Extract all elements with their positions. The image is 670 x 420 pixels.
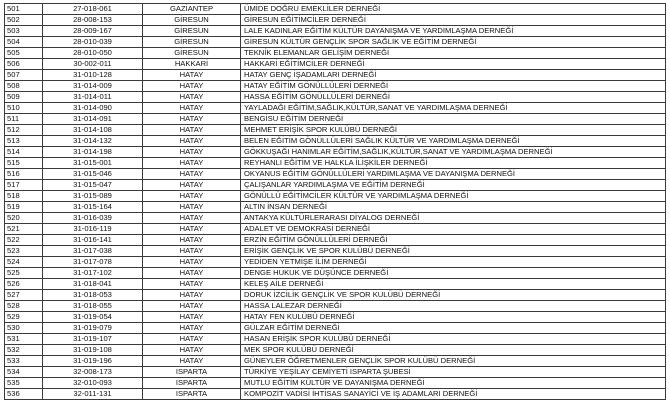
registry-code-cell: 31-015-001 bbox=[43, 158, 143, 169]
row-number-cell: 530 bbox=[5, 323, 43, 334]
registry-code-cell: 31-014-009 bbox=[43, 81, 143, 92]
row-number-cell: 501 bbox=[5, 4, 43, 15]
row-number-cell: 522 bbox=[5, 235, 43, 246]
registry-code-cell: 31-014-011 bbox=[43, 92, 143, 103]
association-name-cell: MEK SPOR KULÜBÜ DERNEĞİ bbox=[241, 345, 666, 356]
association-name-cell: ERZİN EĞİTİM GÖNÜLLÜLERİ DERNEĞİ bbox=[241, 235, 666, 246]
row-number-cell: 526 bbox=[5, 279, 43, 290]
registry-code-cell: 31-015-047 bbox=[43, 180, 143, 191]
association-name-cell: KELEŞ AİLE DERNEĞİ bbox=[241, 279, 666, 290]
table-row bbox=[5, 147, 666, 158]
association-name-cell: GÜNEYLER ÖĞRETMENLER GENÇLİK SPOR KULÜBÜ DERNEĞİ bbox=[241, 356, 666, 367]
table-row bbox=[5, 356, 666, 367]
registry-code-cell: 31-019-079 bbox=[43, 323, 143, 334]
row-number-cell: 507 bbox=[5, 70, 43, 81]
association-name-cell: DENGE HUKUK VE DÜŞÜNCE DERNEĞİ bbox=[241, 268, 666, 279]
city-cell: ISPARTA bbox=[143, 378, 241, 389]
row-number-cell: 524 bbox=[5, 257, 43, 268]
row-number-cell: 512 bbox=[5, 125, 43, 136]
table-row bbox=[5, 180, 666, 191]
city-cell: GAZİANTEP bbox=[143, 4, 241, 15]
registry-code-cell: 31-016-039 bbox=[43, 213, 143, 224]
registry-code-cell: 31-019-108 bbox=[43, 345, 143, 356]
row-number-cell: 532 bbox=[5, 345, 43, 356]
registry-code-cell: 31-015-089 bbox=[43, 191, 143, 202]
row-number-cell: 531 bbox=[5, 334, 43, 345]
table-row bbox=[5, 257, 666, 268]
city-cell: HATAY bbox=[143, 235, 241, 246]
association-name-cell: MEHMET ERİŞİK SPOR KULÜBÜ DERNEĞİ bbox=[241, 125, 666, 136]
table-row bbox=[5, 191, 666, 202]
association-name-cell: HAKKARİ EĞİTİMCİLER DERNEĞİ bbox=[241, 59, 666, 70]
association-name-cell: LALE KADINLAR EĞİTİM KÜLTÜR DAYANIŞMA VE YARDIMLAŞMA DERNEĞİ bbox=[241, 26, 666, 37]
city-cell: HATAY bbox=[143, 268, 241, 279]
table-row bbox=[5, 213, 666, 224]
city-cell: GİRESUN bbox=[143, 48, 241, 59]
row-number-cell: 518 bbox=[5, 191, 43, 202]
association-name-cell: ERİŞİK GENÇLİK VE SPOR KULÜBÜ DERNEĞİ bbox=[241, 246, 666, 257]
table-row bbox=[5, 114, 666, 125]
registry-code-cell: 31-015-164 bbox=[43, 202, 143, 213]
table-row bbox=[5, 301, 666, 312]
row-number-cell: 516 bbox=[5, 169, 43, 180]
city-cell: HATAY bbox=[143, 169, 241, 180]
table-row bbox=[5, 125, 666, 136]
city-cell: HATAY bbox=[143, 70, 241, 81]
city-cell: HATAY bbox=[143, 92, 241, 103]
table-row bbox=[5, 268, 666, 279]
association-name-cell: ALTIN İNSAN DERNEĞİ bbox=[241, 202, 666, 213]
association-table bbox=[4, 3, 666, 400]
row-number-cell: 505 bbox=[5, 48, 43, 59]
registry-code-cell: 31-010-128 bbox=[43, 70, 143, 81]
row-number-cell: 513 bbox=[5, 136, 43, 147]
association-name-cell: ÇALIŞANLAR YARDIMLAŞMA VE EĞİTİM DERNEĞİ bbox=[241, 180, 666, 191]
row-number-cell: 509 bbox=[5, 92, 43, 103]
city-cell: HATAY bbox=[143, 103, 241, 114]
row-number-cell: 527 bbox=[5, 290, 43, 301]
registry-code-cell: 31-019-196 bbox=[43, 356, 143, 367]
city-cell: ISPARTA bbox=[143, 367, 241, 378]
row-number-cell: 523 bbox=[5, 246, 43, 257]
table-row bbox=[5, 59, 666, 70]
association-name-cell: HATAY GENÇ İŞADAMLARI DERNEĞİ bbox=[241, 70, 666, 81]
row-number-cell: 504 bbox=[5, 37, 43, 48]
registry-code-cell: 32-010-093 bbox=[43, 378, 143, 389]
row-number-cell: 511 bbox=[5, 114, 43, 125]
city-cell: HATAY bbox=[143, 301, 241, 312]
table-row bbox=[5, 246, 666, 257]
table-row bbox=[5, 4, 666, 15]
table-row bbox=[5, 224, 666, 235]
table-row bbox=[5, 158, 666, 169]
table-row bbox=[5, 334, 666, 345]
city-cell: HATAY bbox=[143, 224, 241, 235]
city-cell: HATAY bbox=[143, 356, 241, 367]
table-row bbox=[5, 312, 666, 323]
row-number-cell: 514 bbox=[5, 147, 43, 158]
association-name-cell: HASAN ERİŞİK SPOR KULÜBÜ DERNEĞİ bbox=[241, 334, 666, 345]
city-cell: HATAY bbox=[143, 147, 241, 158]
association-name-cell: HATAY EĞİTİM GÖNÜLLÜLERİ DERNEĞİ bbox=[241, 81, 666, 92]
association-list-sheet bbox=[4, 3, 665, 400]
registry-code-cell: 31-014-090 bbox=[43, 103, 143, 114]
row-number-cell: 503 bbox=[5, 26, 43, 37]
registry-code-cell: 31-014-198 bbox=[43, 147, 143, 158]
table-row bbox=[5, 48, 666, 59]
association-name-cell: ANTAKYA KÜLTÜRLERARASI DİYALOG DERNEĞİ bbox=[241, 213, 666, 224]
table-row bbox=[5, 136, 666, 147]
table-row bbox=[5, 202, 666, 213]
city-cell: HATAY bbox=[143, 290, 241, 301]
table-row bbox=[5, 378, 666, 389]
association-table-body bbox=[5, 4, 666, 400]
city-cell: HATAY bbox=[143, 202, 241, 213]
association-name-cell: BENGİSU EĞİTİM DERNEĞİ bbox=[241, 114, 666, 125]
city-cell: HATAY bbox=[143, 191, 241, 202]
table-row bbox=[5, 81, 666, 92]
table-row bbox=[5, 92, 666, 103]
association-name-cell: GİRESUN EĞİTİMCİLER DERNEĞİ bbox=[241, 15, 666, 26]
table-row bbox=[5, 323, 666, 334]
association-name-cell: MUTLU EĞİTİM KÜLTÜR VE DAYANIŞMA DERNEĞİ bbox=[241, 378, 666, 389]
city-cell: HATAY bbox=[143, 279, 241, 290]
registry-code-cell: 31-016-141 bbox=[43, 235, 143, 246]
registry-code-cell: 32-011-131 bbox=[43, 389, 143, 400]
registry-code-cell: 28-010-050 bbox=[43, 48, 143, 59]
city-cell: HATAY bbox=[143, 81, 241, 92]
table-row bbox=[5, 26, 666, 37]
table-row bbox=[5, 279, 666, 290]
table-row bbox=[5, 70, 666, 81]
registry-code-cell: 31-019-054 bbox=[43, 312, 143, 323]
row-number-cell: 528 bbox=[5, 301, 43, 312]
row-number-cell: 519 bbox=[5, 202, 43, 213]
row-number-cell: 533 bbox=[5, 356, 43, 367]
registry-code-cell: 31-016-119 bbox=[43, 224, 143, 235]
table-row bbox=[5, 103, 666, 114]
city-cell: HATAY bbox=[143, 213, 241, 224]
row-number-cell: 521 bbox=[5, 224, 43, 235]
city-cell: HATAY bbox=[143, 257, 241, 268]
city-cell: ISPARTA bbox=[143, 389, 241, 400]
city-cell: HATAY bbox=[143, 246, 241, 257]
registry-code-cell: 31-017-102 bbox=[43, 268, 143, 279]
row-number-cell: 506 bbox=[5, 59, 43, 70]
city-cell: HATAY bbox=[143, 136, 241, 147]
registry-code-cell: 31-014-108 bbox=[43, 125, 143, 136]
row-number-cell: 515 bbox=[5, 158, 43, 169]
registry-code-cell: 31-018-041 bbox=[43, 279, 143, 290]
table-row bbox=[5, 367, 666, 378]
association-name-cell: GÖNÜLLÜ EĞİTİMCİLER KÜLTÜR VE YARDIMLAŞMA DERNEĞİ bbox=[241, 191, 666, 202]
association-name-cell: YAYLADAĞI EĞİTİM,SAĞLIK,KÜLTÜR,SANAT VE YARDIMLAŞMA DERNEĞİ bbox=[241, 103, 666, 114]
registry-code-cell: 28-008-153 bbox=[43, 15, 143, 26]
registry-code-cell: 30-002-011 bbox=[43, 59, 143, 70]
row-number-cell: 502 bbox=[5, 15, 43, 26]
association-name-cell: REYHANLI EĞİTİM VE HALKLA İLİŞKİLER DERNEĞİ bbox=[241, 158, 666, 169]
registry-code-cell: 31-014-091 bbox=[43, 114, 143, 125]
registry-code-cell: 31-019-107 bbox=[43, 334, 143, 345]
row-number-cell: 536 bbox=[5, 389, 43, 400]
registry-code-cell: 31-018-053 bbox=[43, 290, 143, 301]
table-row bbox=[5, 345, 666, 356]
row-number-cell: 535 bbox=[5, 378, 43, 389]
association-name-cell: KOMPOZİT VADİSİ İHTİSAS SANAYİCİ VE İŞ ADAMLARI DERNEĞİ bbox=[241, 389, 666, 400]
association-name-cell: OKYANUS EĞİTİM GÖNÜLLÜLERİ YARDIMLAŞMA VE DAYANIŞMA DERNEĞİ bbox=[241, 169, 666, 180]
registry-code-cell: 31-015-046 bbox=[43, 169, 143, 180]
association-name-cell: GİRESUN KÜLTÜR GENÇLİK SPOR SAĞLIK VE EĞİTİM DERNEĞİ bbox=[241, 37, 666, 48]
row-number-cell: 534 bbox=[5, 367, 43, 378]
association-name-cell: ÜMİDE DOĞRU EMEKLİLER DERNEĞİ bbox=[241, 4, 666, 15]
registry-code-cell: 32-008-173 bbox=[43, 367, 143, 378]
association-name-cell: BELEN EĞİTİM GÖNÜLLÜLERİ SAĞLIK KÜLTÜR VE YARDIMLAŞMA DERNEĞİ bbox=[241, 136, 666, 147]
association-name-cell: TEKNİK ELEMANLAR GELİŞİM DERNEĞİ bbox=[241, 48, 666, 59]
registry-code-cell: 31-017-078 bbox=[43, 257, 143, 268]
association-name-cell: HATAY FEN KULÜBÜ DERNEĞİ bbox=[241, 312, 666, 323]
city-cell: GİRESUN bbox=[143, 37, 241, 48]
association-name-cell: TÜRKİYE YEŞİLAY CEMİYETİ ISPARTA ŞUBESİ bbox=[241, 367, 666, 378]
registry-code-cell: 31-018-055 bbox=[43, 301, 143, 312]
table-row bbox=[5, 235, 666, 246]
registry-code-cell: 31-017-038 bbox=[43, 246, 143, 257]
city-cell: HATAY bbox=[143, 323, 241, 334]
row-number-cell: 517 bbox=[5, 180, 43, 191]
city-cell: HATAY bbox=[143, 125, 241, 136]
registry-code-cell: 31-014-132 bbox=[43, 136, 143, 147]
association-name-cell: DORUK İZCİLİK GENÇLİK VE SPOR KULÜBÜ DERNEĞİ bbox=[241, 290, 666, 301]
registry-code-cell: 28-010-039 bbox=[43, 37, 143, 48]
city-cell: GİRESUN bbox=[143, 15, 241, 26]
city-cell: GİRESUN bbox=[143, 26, 241, 37]
row-number-cell: 529 bbox=[5, 312, 43, 323]
association-name-cell: GÖKKUŞAĞI HANIMLAR EĞİTİM,SAĞLIK,KÜLTÜR,SANAT VE YARDIMLAŞMA DERNEĞİ bbox=[241, 147, 666, 158]
row-number-cell: 520 bbox=[5, 213, 43, 224]
table-row bbox=[5, 37, 666, 48]
table-row bbox=[5, 15, 666, 26]
city-cell: HATAY bbox=[143, 180, 241, 191]
city-cell: HAKKARİ bbox=[143, 59, 241, 70]
association-name-cell: HASSA LALEZAR DERNEĞİ bbox=[241, 301, 666, 312]
registry-code-cell: 27-018-061 bbox=[43, 4, 143, 15]
registry-code-cell: 28-009-167 bbox=[43, 26, 143, 37]
table-row bbox=[5, 290, 666, 301]
row-number-cell: 525 bbox=[5, 268, 43, 279]
city-cell: HATAY bbox=[143, 158, 241, 169]
row-number-cell: 510 bbox=[5, 103, 43, 114]
association-name-cell: YEDİDEN YETMİŞE İLİM DERNEĞİ bbox=[241, 257, 666, 268]
association-name-cell: ADALET VE DEMOKRASİ DERNEĞİ bbox=[241, 224, 666, 235]
city-cell: HATAY bbox=[143, 312, 241, 323]
city-cell: HATAY bbox=[143, 345, 241, 356]
city-cell: HATAY bbox=[143, 334, 241, 345]
table-row bbox=[5, 389, 666, 400]
table-row bbox=[5, 169, 666, 180]
city-cell: HATAY bbox=[143, 114, 241, 125]
association-name-cell: GÜLZAR EĞİTİM DERNEĞİ bbox=[241, 323, 666, 334]
association-name-cell: HASSA EĞİTİM GÖNÜLLÜLERİ DERNEĞİ bbox=[241, 92, 666, 103]
row-number-cell: 508 bbox=[5, 81, 43, 92]
